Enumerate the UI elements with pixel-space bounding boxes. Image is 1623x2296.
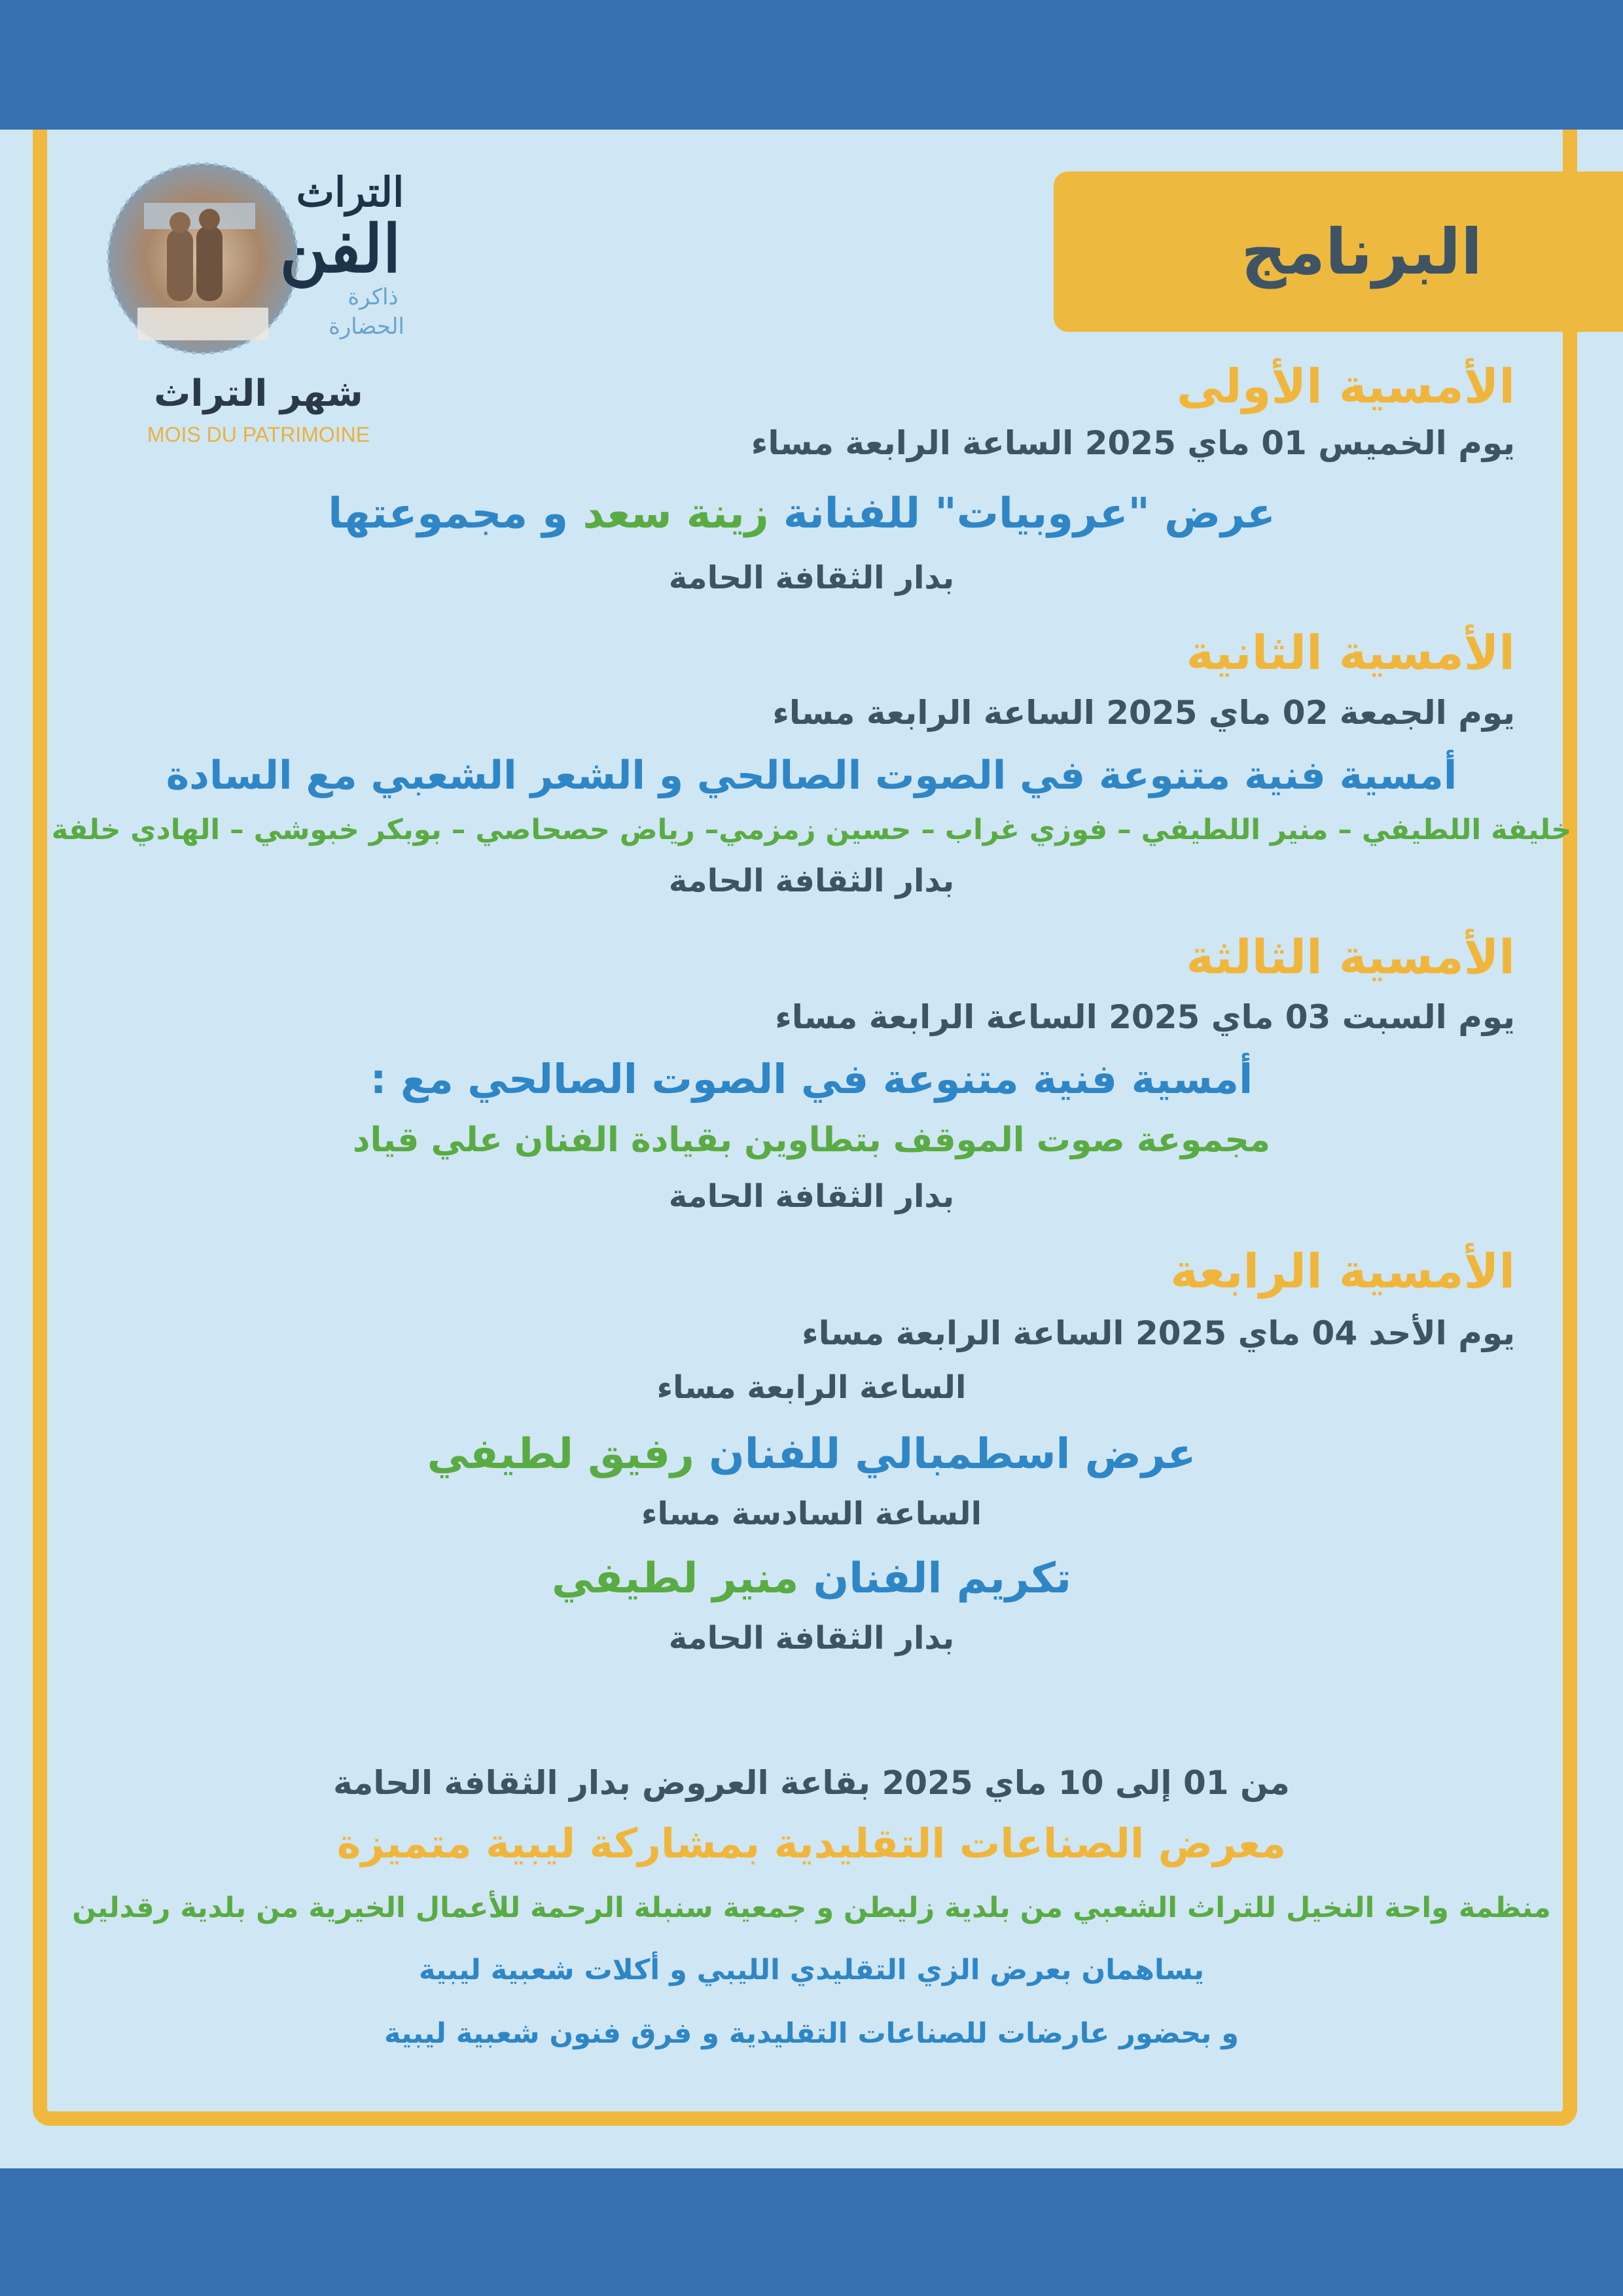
- program-title-box: [1054, 171, 1623, 332]
- exhibition-line1: منظمة واحة النخيل للتراث الشعبي من بلدية زليطن و جمعية سنبلة الرحمة للأعمال الخيرية من بلدية رقدلين: [72, 1892, 1551, 1924]
- evening1-heading: الأمسية الأولى: [1176, 359, 1515, 414]
- evening2-heading: الأمسية الثانية: [1186, 625, 1515, 680]
- svg-text:ذاكرة: ذاكرة: [348, 284, 399, 310]
- evening1-venue: بدار الثقافة الحامة: [668, 560, 955, 596]
- evening4-event2: [0, 1554, 1623, 1603]
- evening3-venue: بدار الثقافة الحامة: [668, 1178, 955, 1215]
- heritage-month-logo: [98, 144, 425, 452]
- exhibition-dates: من 01 إلى 10 ماي 2025 بقاعة العروض بدار الثقافة الحامة: [333, 1764, 1290, 1802]
- bottom-band: [0, 2168, 1623, 2296]
- evening3-event: أمسية فنية متنوعة في الصوت الصالحي مع :: [370, 1055, 1253, 1103]
- evening4-artist1: رفيق لطيفي: [427, 1430, 694, 1479]
- svg-text:التراث: التراث: [296, 168, 404, 216]
- evening4-event1-a: عرض اسطمبالي للفنان: [709, 1430, 1196, 1479]
- evening3-date: يوم السبت 03 ماي 2025 الساعة الرابعة مساء: [775, 998, 1515, 1036]
- evening4-heading: الأمسية الرابعة: [1170, 1244, 1515, 1299]
- evening1-event-a: عرض "عروبيات" للفنانة: [783, 490, 1275, 538]
- evening4-event2-a: تكريم الفنان: [813, 1554, 1071, 1603]
- evening2-date: يوم الجمعة 02 ماي 2025 الساعة الرابعة مساء: [772, 694, 1515, 732]
- program-title: البرنامج: [1241, 215, 1482, 289]
- exhibition-line2: يساهمان بعرض الزي التقليدي الليبي و أكلات شعبية ليبية: [418, 1954, 1205, 1986]
- svg-text:MOIS DU PATRIMOINE: MOIS DU PATRIMOINE: [147, 423, 370, 446]
- evening3-heading: الأمسية الثالثة: [1186, 929, 1515, 984]
- evening1-event-c: و مجموعتها: [328, 490, 569, 538]
- evening4-venue: بدار الثقافة الحامة: [668, 1620, 955, 1657]
- evening4-time2: الساعة السادسة مساء: [641, 1496, 982, 1532]
- evening4-event1: [0, 1430, 1623, 1479]
- svg-text:الحضارة: الحضارة: [329, 314, 404, 340]
- evening1-event: [0, 490, 1603, 538]
- exhibition-title: معرض الصناعات التقليدية بمشاركة ليبية متميزة: [336, 1820, 1287, 1867]
- exhibition-line3: و بحضور عارضات للصناعات التقليدية و فرق فنون شعبية ليبية: [384, 2017, 1239, 2050]
- svg-text:الفن: الفن: [279, 210, 401, 287]
- evening4-artist2: منير لطيفي: [552, 1554, 799, 1603]
- evening3-group: مجموعة صوت الموقف بتطاوين بقيادة الفنان علي قياد: [352, 1121, 1271, 1160]
- evening4-date: يوم الأحد 04 ماي 2025 الساعة الرابعة مساء: [802, 1314, 1515, 1352]
- evening2-artists: خليفة اللطيفي – منير اللطيفي – فوزي غراب – حسين زمزمي– رياض حصحاصي – بوبكر خبوشي – الهادي خلفة: [51, 814, 1572, 846]
- evening2-event: أمسية فنية متنوعة في الصوت الصالحي و الشعر الشعبي مع السادة: [166, 753, 1457, 798]
- evening2-venue: بدار الثقافة الحامة: [668, 863, 955, 899]
- evening1-date: يوم الخميس 01 ماي 2025 الساعة الرابعة مساء: [751, 424, 1515, 462]
- top-band: [0, 0, 1623, 130]
- evening1-artist: زينة سعد: [582, 490, 769, 538]
- svg-text:شهر التراث: شهر التراث: [154, 372, 363, 415]
- evening4-time1: الساعة الرابعة مساء: [656, 1369, 967, 1406]
